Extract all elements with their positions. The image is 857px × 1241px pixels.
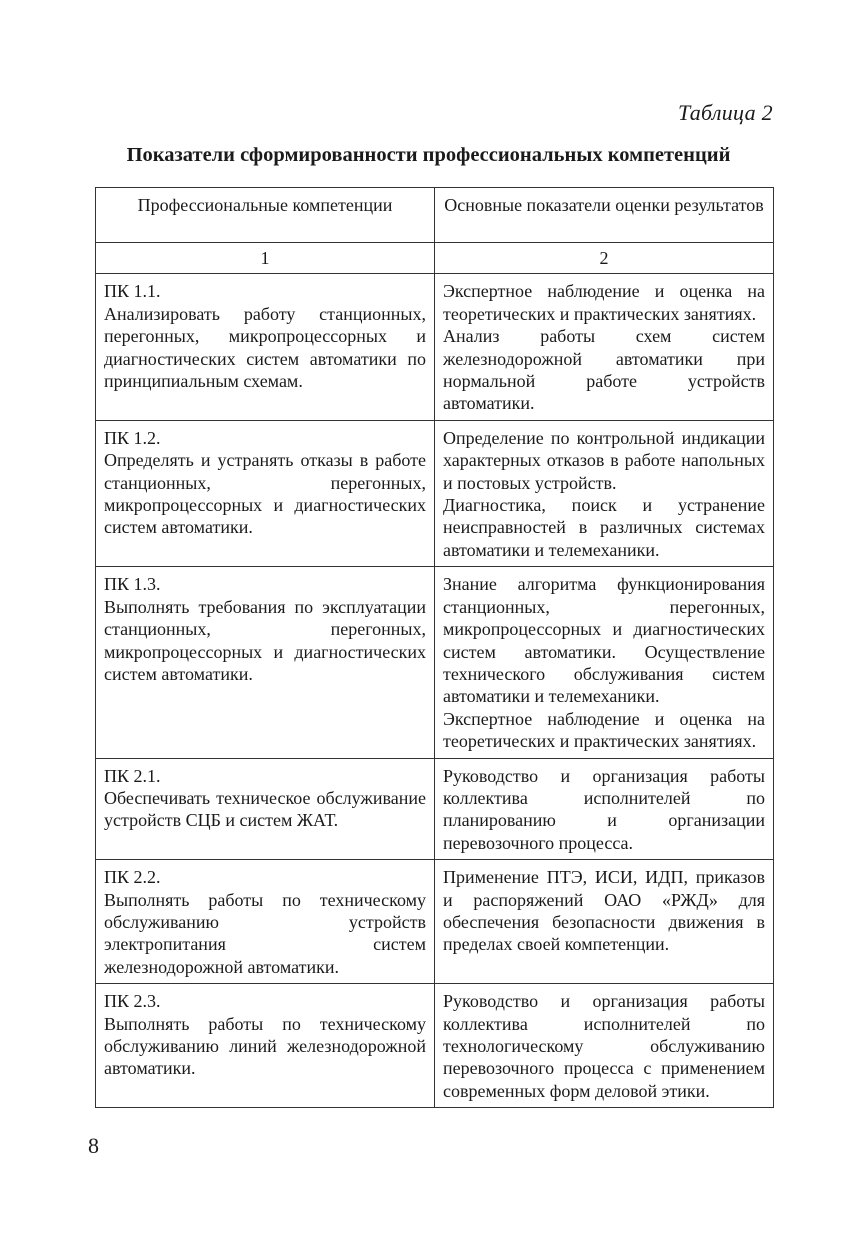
page-number: 8 xyxy=(88,1133,99,1158)
competency-code: ПК 1.3. xyxy=(104,574,161,595)
competency-code: ПК 1.2. xyxy=(104,427,161,448)
competency-code: ПК 1.1. xyxy=(104,281,161,302)
competency-cell xyxy=(96,567,435,758)
competency-code: ПК 2.1. xyxy=(104,765,161,786)
indicator-text: Знание алгоритма функционирования станционных, перегонных, микропроцессорных и диагностических систем автоматики. Осуществление технического обслуживания систем автоматики и телемеханики. xyxy=(443,574,765,707)
column-number-row xyxy=(96,243,774,274)
table-row xyxy=(96,420,774,566)
column-number-1: 1 xyxy=(96,243,435,274)
competency-cell xyxy=(96,420,435,566)
table-row xyxy=(96,567,774,758)
competency-description: Анализировать работу станционных, перегонных, микропроцессорных и диагностических систем автоматики по принципиальным схемам. xyxy=(104,303,426,392)
competency-code: ПК 2.3. xyxy=(104,991,161,1012)
table-label: Таблица 2 xyxy=(677,100,773,125)
competency-description: Определять и устранять отказы в работе станционных, перегонных, микропроцессорных и диагностических систем автоматики. xyxy=(104,450,426,538)
indicators-cell xyxy=(435,758,774,860)
competencies-table xyxy=(95,187,774,1108)
competency-description: Выполнять требования по эксплуатации станционных, перегонных, микропроцессорных и диагностических систем автоматики. xyxy=(104,596,426,684)
header-row xyxy=(96,188,774,243)
table-row xyxy=(96,984,774,1108)
indicator-text: Анализ работы схем систем железнодорожной автоматики при нормальной работе устройств автоматики. xyxy=(443,326,765,414)
competency-cell xyxy=(96,758,435,860)
indicators-cell xyxy=(435,274,774,420)
table-title: Показатели сформированности профессиональных компетенций xyxy=(126,144,731,166)
indicator-text: Определение по контрольной индикации характерных отказов в работе напольных и постовых устройств. xyxy=(443,427,765,493)
indicator-text: Применение ПТЭ, ИСИ, ИДП, приказов и распоряжений ОАО «РЖД» для обеспечения безопасности движения в пределах своей компетенции. xyxy=(443,867,765,955)
competency-description: Обеспечивать техническое обслуживание устройств СЦБ и систем ЖАТ. xyxy=(104,787,426,831)
table-row xyxy=(96,860,774,984)
table-row xyxy=(96,758,774,860)
competency-cell xyxy=(96,860,435,984)
indicators-cell xyxy=(435,860,774,984)
indicator-text: Экспертное наблюдение и оценка на теоретических и практических занятиях. xyxy=(443,708,765,752)
column-header-indicators: Основные показатели оценки результатов xyxy=(435,188,774,243)
competency-description: Выполнять работы по техническому обслуживанию устройств электропитания систем железнодорожной автоматики. xyxy=(104,889,426,977)
competency-cell xyxy=(96,984,435,1108)
competency-description: Выполнять работы по техническому обслуживанию линий железнодорожной автоматики. xyxy=(104,1013,426,1079)
indicators-cell xyxy=(435,984,774,1108)
column-header-competencies: Профессиональные компетенции xyxy=(96,188,435,243)
table-row xyxy=(96,274,774,420)
indicators-cell xyxy=(435,420,774,566)
competency-code: ПК 2.2. xyxy=(104,867,161,888)
indicator-text: Диагностика, поиск и устранение неисправностей в различных системах автоматики и телемеханики. xyxy=(443,495,765,560)
competency-cell xyxy=(96,274,435,420)
indicator-text: Руководство и организация работы коллектива исполнителей по планированию и организации перевозочного процесса. xyxy=(443,765,765,853)
indicator-text: Руководство и организация работы коллектива исполнителей по технологическому обслуживанию перевозочного процесса с применением современных форм деловой этики. xyxy=(443,991,765,1101)
indicator-text: Экспертное наблюдение и оценка на теоретических и практических занятиях. xyxy=(443,281,765,324)
column-number-2: 2 xyxy=(435,243,774,274)
indicators-cell xyxy=(435,567,774,758)
